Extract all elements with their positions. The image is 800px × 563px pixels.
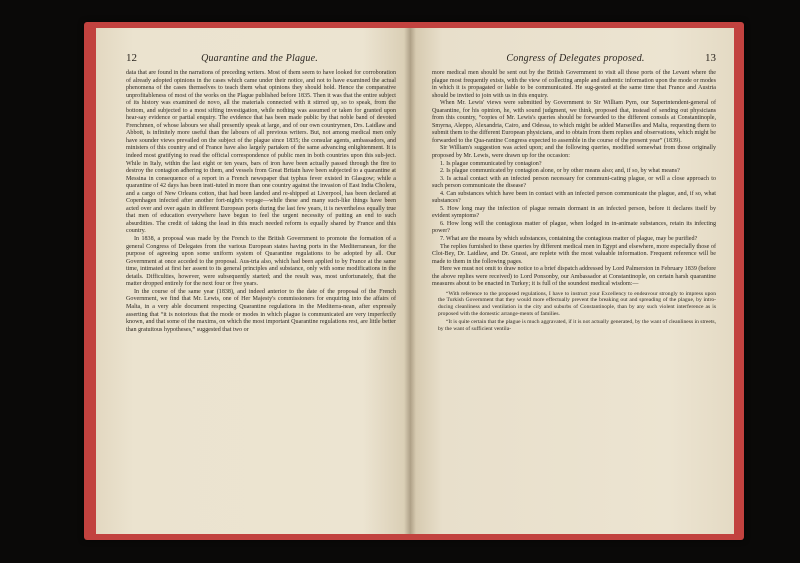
paragraph: data that are found in the narrations of preceding writers. Most of them seem to have looked for corroboration of already adopted opinions in the cases which came under their notice, and not to have examined the actual phenomena of the cases themselves to teach them what opinions they should hold. Hence the comparative unprofitableness of most of the works on the Plague published before 1835. Then it was that the entire subject of its history was examined de novo, all the materials connected with it stirred up, so to speak, from the bottom, and subjected to a most sifting investigation, while nothing was assumed or taken for granted upon hear-say evidence or partial enquiry. The evidence that has been made public by that noble band of devoted Frenchmen, of whose labours we shall presently speak at large, and of our own countrymen, Drs. Laidlaw and Abbott, is infinitely more useful than the labours of all previous writers. But, not among medical men only have sounder views prevailed on the subject of the plague since 1835; the consular agents, ambassadors, and ministers of this country and of France have also largely partaken of the same advancing enlightenment. It is indeed most gratifying to read the official correspondence of public men in both countries upon this sub-ject. While in Italy, within the last eight or ten years, bars of iron have been actually passed through the fire to destroy the contagion adhering to them, and vessels from Great Britain have been subjected to a quarantine at Messina in consequence of a report in a French newspaper that typhus fever existed in Glasgow; while a quarantine of 42 days has been insti-tuted in more than one country against the invasion of East India Cholera, and a cargo of New Orleans cotton, that had been landed and re-shipped at Liverpool, has been declared at Copenhagen infected after another fort-night's voyage—while these and many such-like things have been acted over and over again in different European ports during the last few years, it is nevertheless equally true that men of education everywhere have begun to feel the urgent necessity of putting an end to such absurdities. The credit of taking the lead in this much needed reform is equally shared by France and this country. [126, 70, 396, 235]
right-running-title: Congress of Delegates proposed. [506, 53, 645, 64]
left-page-header [126, 52, 396, 64]
quotation: “With reference to the proposed regulations, I have to instruct your Excellency to endeavour strongly to impress upon the Turkish Government that they would more effectually prevent the breaking out and spreading of the plague, by intro-ducing cleanliness and ventilation in the city and suburbs of Constantinople, than by any such violent interference as is proposed with the domestic arrange-ments of families. [438, 290, 716, 317]
left-running-title: Quarantine and the Plague. [201, 53, 318, 64]
left-page [96, 28, 410, 534]
quotation: “It is quite certain that the plague is much aggravated, if it is not actually generated, by the want of cleanliness in streets, by the want of sufficient ventila- [438, 319, 716, 332]
paragraph: Here we must not omit to draw notice to a brief dispatch addressed by Lord Palmerston in February 1839 (before the above replies were received) to Lord Ponsonby, our Ambassador at Constantinople, on certain harsh quarantine measures about to be enacted in Turkey; it is full of the soundest medical wisdom:— [432, 266, 716, 288]
paragraph: When Mr. Lewis' views were submitted by Government to Sir William Pym, our Superintendent-general of Quarantine, for his opinion, he, with sound judgment, we think, proposed that, instead of sending out physicians from this country, “copies of Mr. Lewis's queries should be forwarded to the different consuls at Constantinople, Smyrna, Aleppo, Alexandria, Cairo, and Odessa, to which might be added Marseilles and Malta, requesting them to submit them to the different European physicians, and to obtain from them replies and observations, which might be forwarded to the Qua-rantine Congress expected to assemble in the course of the present year” (1839). [432, 100, 716, 144]
paragraph: The replies furnished to these queries by different medical men in Egypt and elsewhere, more especially those of Clot-Bey, Dr. Laidlaw, and Dr. Grassi, are replete with the most valuable information. Frequent reference will be made to them in the following pages. [432, 243, 716, 265]
right-page [410, 28, 734, 534]
query-item: 2. Is plague communicated by contagion alone, or by other means also; and, if so, by what means? [440, 168, 680, 175]
query-item: 7. What are the means by which substances, containing the contagious matter of plague, may be purified? [440, 236, 698, 243]
query-item: 6. How long will the contagious matter of plague, when lodged in in-animate substances, retain its infecting power? [432, 220, 716, 235]
left-page-number: 12 [126, 52, 137, 64]
paragraph: Sir William's suggestion was acted upon; and the following queries, modified somewhat from those originally proposed by Mr. Lewis, were drawn up for the occasion: [432, 145, 716, 160]
right-page-body [432, 70, 716, 332]
paragraph: In 1838, a proposal was made by the French to the British Government to promote the formation of a general Congress of Delegates from the various European states having ports in the Mediterranean, for the purpose of agreeing upon some uniform system of Quarantine regulations to be adopted by all. Our Government at once acceded to the proposal. Aus-tria also, which had been applied to by France at the same time, intimated at first her assent to its general principles and substance, only with some modifications in the details. Difficulties, however, were subsequently started; and the result was, most unfortunately, that the matter dropped entirely for the next four or five years. [126, 236, 396, 288]
right-page-header [432, 52, 716, 64]
paragraph: In the course of the same year (1838), and indeed anterior to the date of the proposal of the French Government, we find that Mr. Lewis, one of Her Majesty's commissioners for enquiring into the affairs of Malta, in a very able document respecting Quarantine regulations in the Mediterra-nean, after expressly asserting that “it is notorious that the mode or modes in which plague is communicated are very imperfectly known, and that some of the maxims, on which the most important Quarantine regulations rest, are little better than gratuitous hypotheses,” suggested that two or [126, 288, 396, 333]
query-item: 5. How long may the infection of plague remain dormant in an infected person, before it declares itself by evident symptoms? [432, 205, 716, 220]
query-item: 4. Can substances which have been in contact with an infected person communicate the plague, and, if so, what substances? [432, 190, 716, 205]
book-gutter [404, 28, 416, 534]
right-page-number: 13 [704, 52, 716, 64]
paragraph: more medical men should be sent out by the British Government to visit all those ports of the Levant where the plague most frequently exists, with the view of collecting ample and authentic information upon the mode or modes in which it is propagated or liable to be communicated. He sug-gested at the same time that France and Austria should be invited to join with us in this enquiry. [432, 70, 716, 99]
query-item: 1. Is plague communicated by contagion? [440, 160, 542, 167]
left-page-body [126, 70, 396, 334]
query-item: 3. Is actual contact with an infected person necessary for communi-cating plague, or will a close approach to such person communicate the disease? [432, 175, 716, 190]
